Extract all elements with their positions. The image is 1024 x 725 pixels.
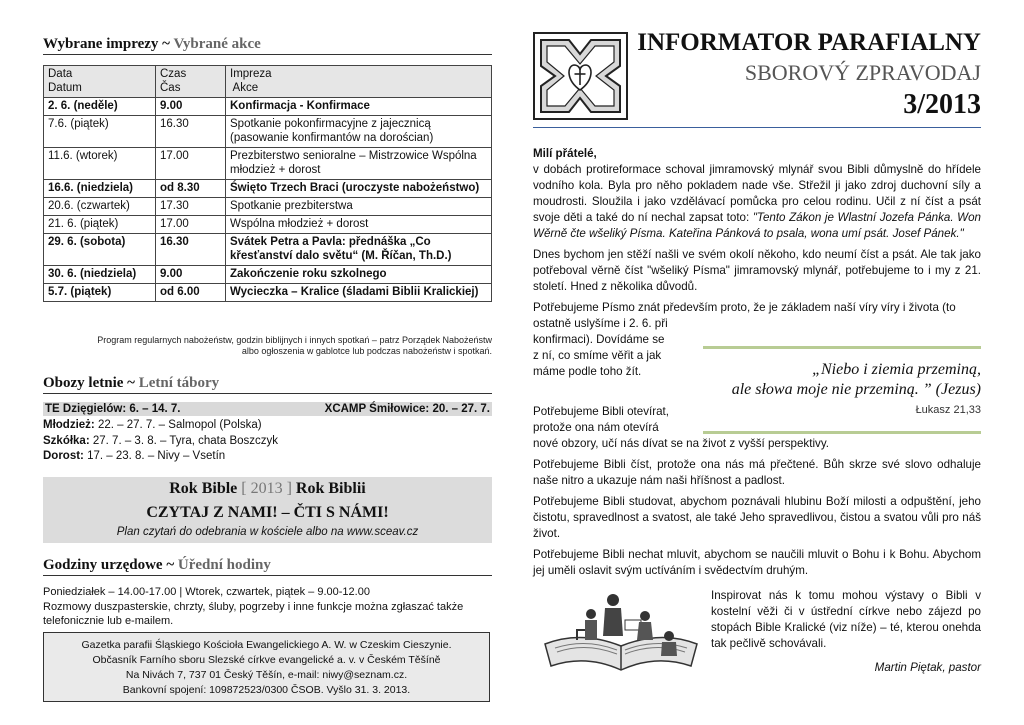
table-cell-event: Spotkanie prezbiterstwa [226,198,492,216]
table-cell-time: 17.30 [156,198,226,216]
table-cell-time: 16.30 [156,234,226,266]
masthead-divider [533,127,981,128]
events-heading: Wybrane imprezy ~ Vybrané akce [43,36,492,55]
camp-xcamp: XCAMP Śmiłowice: 20. – 27. 7. [324,403,490,415]
camps-title: Obozy letnie [43,375,124,391]
table-cell-date: 2. 6. (neděle) [44,98,156,116]
table-row [44,148,492,180]
table-row [44,116,492,148]
issue-number: 3/2013 [903,89,981,120]
table-cell-time: 17.00 [156,148,226,180]
office-hours: Poniedziałek – 14.00-17.00 | Wtorek, czwartek, piątek – 9.00-12.00 Rozmowy duszpasterskie, chrzty, śluby, pogrzeby i inne funkcje można zgłaszać także telefonicznie lub e-mailem. [43,586,464,627]
article-paragraph-wrap: ostatně uslyšíme i 2. 6. při konfirmaci). Dovídáme se z ní, co smíme věřit a jak máme podle toho žít. [533,317,668,378]
article-closing: Inspirovat nás k tomu mohou výstavy o Bibli v kostelní věži či v ústřední církve nebo zájezd po stopách Bible Kralické (viz níže) – té, kterou onehda tak pečlivě schovávali. [711,589,981,650]
table-cell-date: 7.6. (piątek) [44,116,156,148]
program-note: Program regularnych nabożeństw, godzin biblijnych i innych spotkań – patrz Porządek Nabożeństw albo ogłoszenia w gablotce lub podczas nabożeństw i spotkań. [97,335,492,356]
list-item: Dorost: 17. – 23. 8. – Nivy – Vsetín [43,450,226,462]
table-cell-time: 9.00 [156,266,226,284]
article-paragraph: Potřebujeme Bibli číst, protože ona nás má přečtené. Bůh skrze své slovo odhaluje naše nitro a ukazuje nám naši hříšnost a padlost. [533,458,981,487]
open-bible-illustration-icon [541,586,701,672]
bible-year-box [43,477,492,543]
table-cell-date: 11.6. (wtorek) [44,148,156,180]
table-cell-time: 16.30 [156,116,226,148]
table-cell-date: 5.7. (piątek) [44,284,156,302]
table-row [44,266,492,284]
bible-year-slogan: CZYTAJ Z NAMI! – ČTI S NÁMI! [146,504,389,521]
table-row [44,234,492,266]
table-row [44,180,492,198]
table-cell-time: 17.00 [156,216,226,234]
table-row [44,198,492,216]
table-cell-event: Spotkanie pokonfirmacyjne z jajecznicą (pasowanie konfirmantów na dorościan) [226,116,492,148]
article-greeting: Milí přátelé, [533,147,597,160]
table-cell-time: od 8.30 [156,180,226,198]
masthead-title: INFORMATOR PARAFIALNY [637,29,981,56]
list-item: Szkółka: 27. 7. – 3. 8. – Tyra, chata Boszczyk [43,434,279,447]
quote-text: „Niebo i ziemia przeminą, ale słowa moje nie przeminą. ” (Jezus) [731,361,981,398]
camps-subtitle: Letní tábory [138,375,220,391]
table-cell-time: 9.00 [156,98,226,116]
article-signature: Martin Piętak, pastor [874,661,981,674]
table-cell-date: 29. 6. (sobota) [44,234,156,266]
masthead-subtitle: SBOROVÝ ZPRAVODAJ [744,60,981,85]
events-table-body [44,98,492,302]
camps-list [43,418,278,465]
office-title: Godziny urzędowe [43,557,163,573]
article-paragraph: Potřebujeme Bibli studovat, abychom poznávali hlubinu Boží milosti a odpuštění, jeho čistotu, spravedlnost a svatost, ale také Jeho spravedlivou, čistou a svatou vůli pro náš život. [533,495,981,540]
table-cell-event: Wycieczka – Kralice (śladami Biblii Kralickiej) [226,284,492,302]
camps-highlight-bar [43,402,492,416]
article-paragraph: Potřebujeme Písmo znát především proto, že je základem naší víry víry i života (to [533,301,956,314]
table-cell-event: Svátek Petra a Pavla: přednáška „Co křesťanství dalo světu“ (M. Říčan, Th.D.) [226,234,492,266]
office-subtitle: Úřední hodiny [177,557,271,573]
camp-te: TE Dzięgielów: 6. – 14. 7. [45,403,181,415]
article-paragraph: v dobách protireformace schoval jimramovský mlynář svou Bibli důmyslně do hřídele vodního kola. Byla pro něho pokladem nade vše. Střežil ji jako zdroj duchovní síly a moudrosti. Sloužila i jako vzdělávací pomůcka pro celou rodinu. Učil z ní číst a psát svoje děti a také do ní nechal zapsat toto: "Tento Zákon je Wlastní Jozefa Pánka. Won Wěrně čte wšeliký Písma. Kateřina Pánková to psala, wona umí psát. Josef Pánek." [533,163,981,240]
table-row [44,284,492,302]
article-middle: Potřebujeme Bibli otevírat, protože ona nám otevírá nové obzory, učí nás dívat se na život z vyšší perspektivy. Potřebujeme Bibli číst, protože ona nás má přečtené. Bůh skrze své slovo odhaluje naše nitro a ukazuje nám naši hříšnost a padlost. Potřebujeme Bibli studovat, abychom poznávali hlubinu Boží milosti a odpuštění, jeho čistotu, spravedlnost a svatost, ale také Jeho spravedlivou, čistou a svatou vůli pro náš život. Potřebujeme Bibli nechat mluvit, abychom se naučili mluvit o Bohu i k Bohu. Abychom jej uměli oslavit svým uctíváním i svědectvím druhým. [533,405,981,577]
table-cell-date: 16.6. (niedziela) [44,180,156,198]
bible-year-plan: Plan czytań do odebrania w kościele albo na www.sceav.cz [116,526,419,538]
table-cell-event: Zakończenie roku szkolnego [226,266,492,284]
table-row [44,216,492,234]
quote-reference: Łukasz 21,33 [915,404,981,416]
article-paragraph: Dnes bychom jen stěží našli ve svém okolí někoho, kdo neumí číst a psát. Ale tak jako potřeboval věrně číst "wšeliký Písma" jimramovský mlynář, potřebujeme to i my z 21. století. Hned z několika důvodů. [533,248,981,293]
table-cell-event: Konfirmacja - Konfirmace [226,98,492,116]
table-cell-event: Święto Trzech Braci (uroczyste nabożeństwo) [226,180,492,198]
table-cell-date: 30. 6. (niedziela) [44,266,156,284]
table-cell-event: Wspólna młodzież + dorost [226,216,492,234]
events-table [43,65,492,302]
table-cell-date: 21. 6. (piątek) [44,216,156,234]
bible-year-title: Rok Bible [ 2013 ] Rok Biblii [169,480,366,497]
article-top [533,146,981,380]
table-cell-date: 20.6. (czwartek) [44,198,156,216]
office-heading: Godziny urzędowe ~ Úřední hodiny [43,557,492,576]
list-item: Młodzież: 22. – 27. 7. – Salmopol (Polska) [43,419,262,431]
imprint-box: Gazetka parafii Śląskiego Kościoła Ewangelickiego A. W. w Czeskim Cieszynie. Občasník Farního sboru Slezské církve evangelické a. v. v Českém Těšíně Na Nivách 7, 737 01 Český Těšín, e-mail: niwy@seznam.cz. Bankovní spojení: 109872523/0300 ČSOB. Vyšlo 31. 3. 2013. [43,632,490,702]
table-cell-time: od 6.00 [156,284,226,302]
events-title: Wybrane imprezy [43,36,159,52]
article-paragraph: Potřebujeme Bibli nechat mluvit, abychom se naučili mluvit o Bohu i k Bohu. Abychom jej uměli oslavit svým uctíváním i svědectvím druhým. [533,548,981,577]
events-subtitle: Vybrané akce [173,36,261,52]
table-cell-event: Prezbiterstwo senioralne – Mistrzowice Wspólna młodzież + dorost [226,148,492,180]
table-header-row: Data Datum Czas Čas Impreza Akce [44,66,492,98]
table-row [44,98,492,116]
quote-rule-top [703,346,981,349]
parish-logo-icon [533,32,628,120]
camps-heading: Obozy letnie ~ Letní tábory [43,375,492,394]
